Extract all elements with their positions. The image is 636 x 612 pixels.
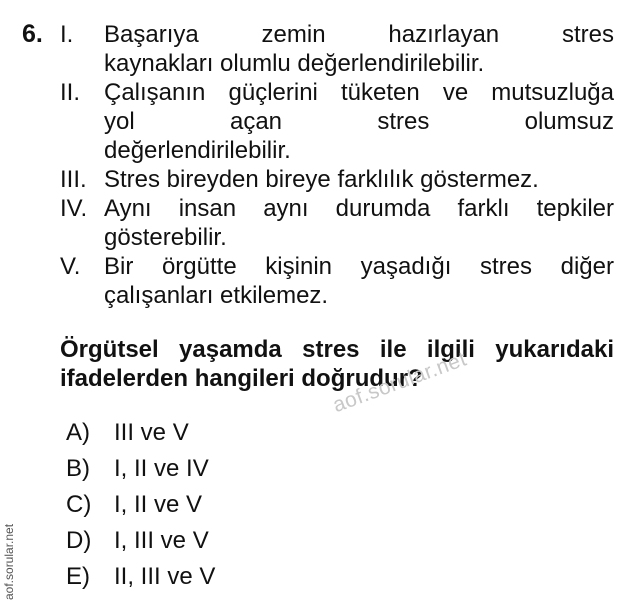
option-text: I, II ve V xyxy=(114,491,203,518)
statement-3 xyxy=(60,165,614,194)
statement-2 xyxy=(60,78,614,165)
question-prompt-line: ifadelerden hangileri doğrudur? xyxy=(60,365,423,392)
statement-5 xyxy=(60,252,614,310)
option-text: I, III ve V xyxy=(114,527,209,554)
statement-numeral: IV. xyxy=(60,195,88,222)
option-b[interactable] xyxy=(66,454,209,483)
statement-numeral: I. xyxy=(60,21,74,48)
option-a[interactable] xyxy=(66,418,189,447)
statement-line: Başarıya zemin hazırlayan stres xyxy=(104,21,614,48)
option-text: I, II ve IV xyxy=(114,455,209,482)
statement-line: gösterebilir. xyxy=(104,224,227,251)
option-letter: B) xyxy=(66,455,90,482)
statement-line: yol açan stres olumsuz xyxy=(104,108,614,135)
option-letter: A) xyxy=(66,419,90,446)
option-text: II, III ve V xyxy=(114,563,216,590)
statement-numeral: V. xyxy=(60,253,81,280)
statement-line: Çalışanın güçlerini tüketen ve mutsuzluğa xyxy=(104,79,614,106)
option-letter: E) xyxy=(66,563,90,590)
watermark: aof.sorular.net xyxy=(329,347,470,418)
statement-line: çalışanları etkilemez. xyxy=(104,282,329,309)
statement-line: kaynakları olumlu değerlendirilebilir. xyxy=(104,50,485,77)
statement-line: Stres bireyden bireye farklılık göstermez. xyxy=(104,166,539,193)
statement-4 xyxy=(60,194,614,252)
question-prompt xyxy=(60,335,614,393)
statement-numeral: II. xyxy=(60,79,81,106)
option-text: III ve V xyxy=(114,419,189,446)
statement-1 xyxy=(60,20,614,78)
option-letter: D) xyxy=(66,527,92,554)
question-number: 6. xyxy=(22,20,43,48)
side-credit: aof.sorular.net xyxy=(2,523,16,600)
option-c[interactable] xyxy=(66,490,202,519)
option-d[interactable] xyxy=(66,526,209,555)
question-prompt-line: Örgütsel yaşamda stres ile ilgili yukarıdaki xyxy=(60,336,614,363)
statement-line: Bir örgütte kişinin yaşadığı stres diğer xyxy=(104,253,614,280)
statement-line: Aynı insan aynı durumda farklı tepkiler xyxy=(104,195,614,222)
statement-numeral: III. xyxy=(60,166,87,193)
option-e[interactable] xyxy=(66,562,215,591)
option-letter: C) xyxy=(66,491,92,518)
statement-line: değerlendirilebilir. xyxy=(104,137,291,164)
